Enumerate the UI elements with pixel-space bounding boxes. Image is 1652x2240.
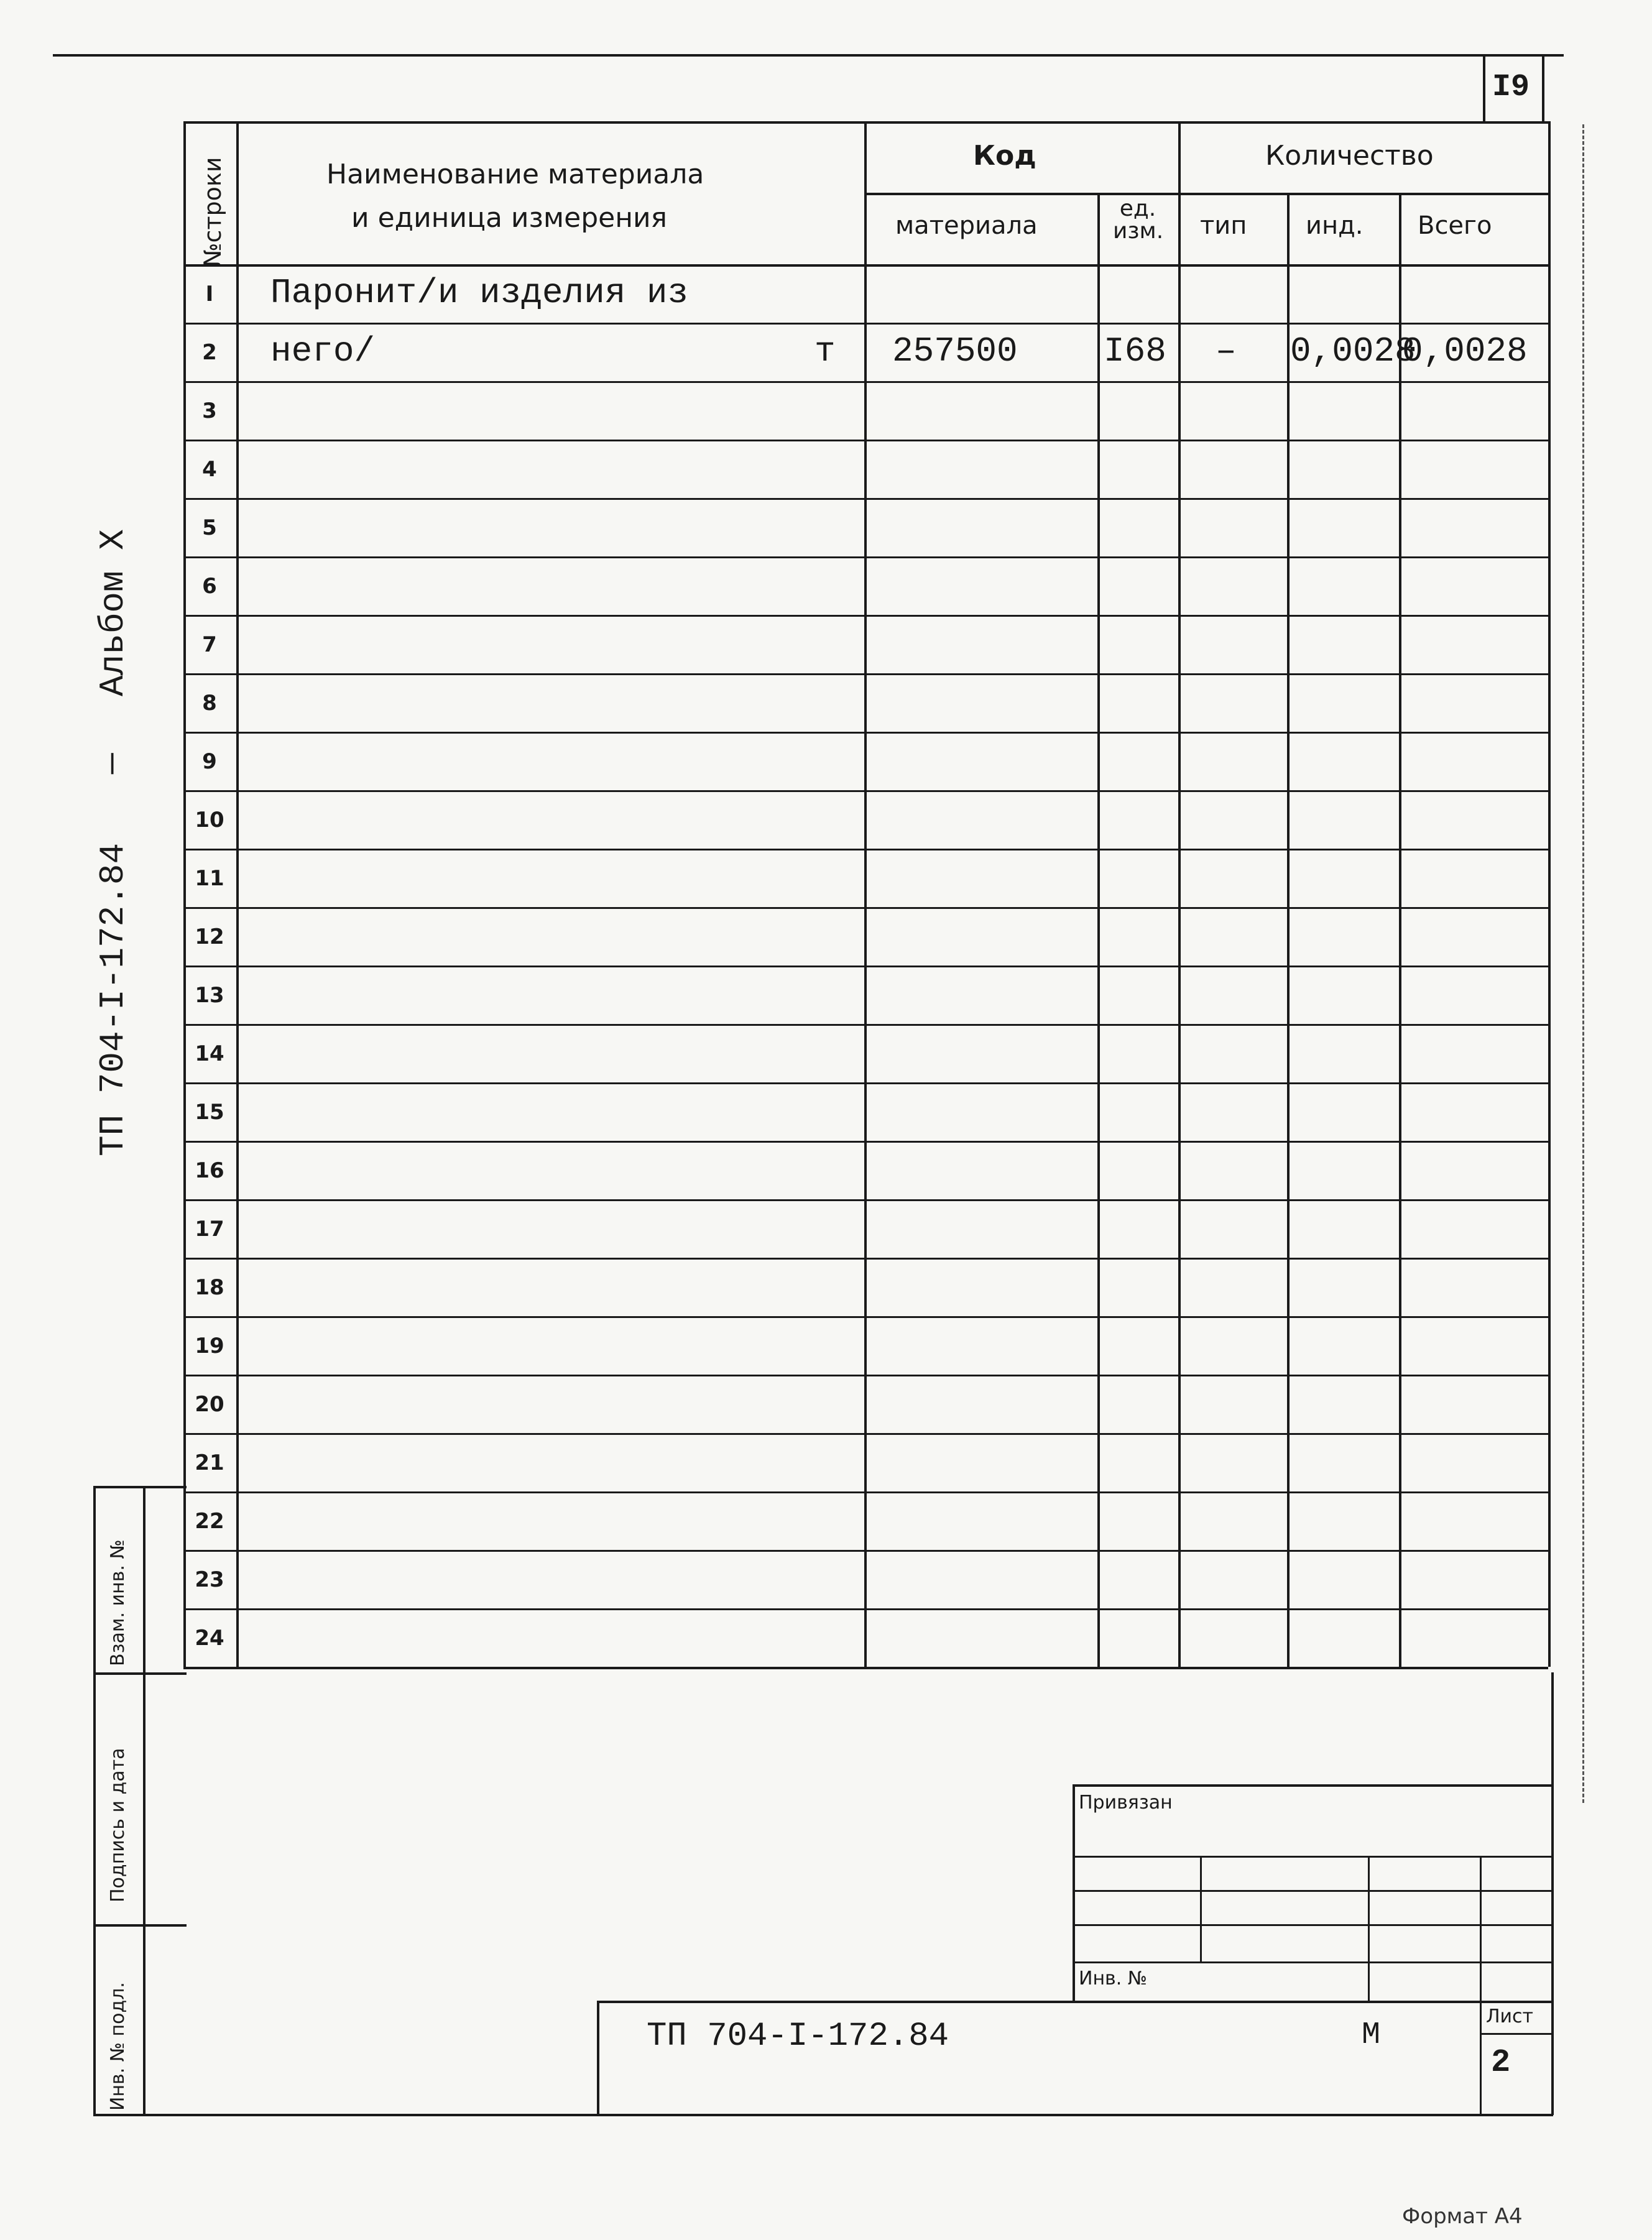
- row-name: него/: [270, 331, 376, 371]
- row-number: 4: [202, 457, 217, 482]
- row-number: 14: [195, 1041, 224, 1066]
- row-unit-code: I68: [1104, 331, 1166, 371]
- header-row-number: №строки: [199, 157, 226, 267]
- row-number: 15: [195, 1100, 224, 1125]
- table-right-border: [1548, 121, 1551, 1667]
- privyazan-left: [1073, 1784, 1075, 2002]
- sheet-label: Лист: [1486, 2006, 1534, 2027]
- privyazan-label: Привязан: [1079, 1792, 1173, 1814]
- stamp-inv-podl: Инв. № подл.: [107, 1982, 129, 2111]
- row-number: 22: [195, 1509, 224, 1534]
- row-number: 21: [195, 1450, 224, 1475]
- row-number: 20: [195, 1392, 224, 1417]
- col-line-type: [1287, 193, 1290, 1667]
- right-edge-dashes: [1582, 124, 1584, 1803]
- stamp-divider-2: [93, 1924, 187, 1927]
- stamp-column-mid: [143, 1486, 145, 2114]
- col-line-code: [1097, 193, 1100, 1667]
- row-number: 7: [202, 632, 217, 657]
- row-number: 23: [195, 1567, 224, 1592]
- sheet-divider: [1480, 2033, 1553, 2035]
- stamp-vzam-inv: Взам. инв. №: [107, 1539, 129, 1666]
- title-strip-top: [597, 2001, 1553, 2003]
- page-number-box-right: [1542, 54, 1544, 122]
- stamp-column-left: [93, 1486, 96, 2114]
- row-number: 17: [195, 1217, 224, 1242]
- row-material-code: 257500: [892, 331, 1018, 371]
- header-name-line1: Наименование материала: [326, 159, 704, 190]
- row-number: 11: [195, 866, 224, 891]
- row-number: 3: [202, 399, 217, 423]
- header-unit-code-line2: изм.: [1113, 218, 1164, 244]
- header-unit-code: [1113, 198, 1163, 242]
- row-unit: т: [814, 331, 836, 371]
- row-number: 16: [195, 1158, 224, 1183]
- top-border-line: [53, 54, 1564, 57]
- row-number: 18: [195, 1275, 224, 1300]
- header-name-line2: и единица измерения: [351, 202, 668, 234]
- header-split-line: [864, 193, 1548, 195]
- row-number: I: [205, 282, 214, 307]
- stamp-divider-1: [93, 1672, 187, 1675]
- page-number: I9: [1492, 70, 1530, 105]
- privyazan-col-3: [1480, 1856, 1482, 2114]
- row-line: [183, 1667, 1548, 1669]
- title-letter: М: [1362, 2017, 1381, 2053]
- side-dash: —: [92, 753, 132, 774]
- row-number: 6: [202, 574, 217, 599]
- row-number: 10: [195, 808, 224, 832]
- header-quantity: Количество: [1265, 140, 1434, 172]
- privyazan-top: [1073, 1784, 1553, 1787]
- row-number: 12: [195, 924, 224, 949]
- col-line-number: [236, 121, 239, 1667]
- header-qty-ind: инд.: [1306, 211, 1364, 240]
- privyazan-col-2: [1368, 1856, 1370, 2002]
- header-code-material: материала: [895, 211, 1038, 240]
- title-strip-left: [597, 2001, 599, 2115]
- row-number: 8: [202, 691, 217, 716]
- stamp-top: [93, 1486, 187, 1488]
- header-qty-type: тип: [1200, 211, 1247, 240]
- bottom-frame: [93, 2114, 1553, 2116]
- header-qty-total: Всего: [1418, 211, 1492, 240]
- row-name: Паронит/и изделия из: [270, 273, 689, 313]
- row-qty-total: 0,0028: [1402, 331, 1528, 371]
- right-frame-lower: [1551, 1672, 1554, 2115]
- table-left-border: [183, 121, 186, 1667]
- stamp-signature-date: Подпись и дата: [107, 1748, 129, 1902]
- row-number: 19: [195, 1334, 224, 1358]
- header-code: Код: [973, 140, 1036, 172]
- title-doc-code: ТП 704-I-172.84: [647, 2017, 949, 2055]
- col-line-ind: [1399, 193, 1401, 1667]
- col-line-unit: [1178, 121, 1181, 1667]
- album-label: Альбом X: [93, 529, 133, 696]
- row-number: 13: [195, 983, 224, 1008]
- side-doc-code: ТП 704-I-172.84: [93, 842, 133, 1156]
- header-unit-code-line1: ед.: [1119, 196, 1156, 221]
- privyazan-col-1: [1200, 1856, 1202, 1961]
- format-label: Формат А4: [1402, 2204, 1523, 2229]
- row-qty-ind: 0,0028: [1290, 331, 1416, 371]
- row-qty-type: –: [1216, 331, 1237, 371]
- inv-no-label: Инв. №: [1079, 1968, 1148, 1989]
- row-number: 5: [202, 515, 217, 540]
- col-line-name: [864, 121, 867, 1667]
- row-number: 24: [195, 1626, 224, 1651]
- page-number-box-left: [1483, 54, 1485, 122]
- row-number: 9: [202, 749, 217, 774]
- sheet-number: 2: [1491, 2044, 1511, 2081]
- row-number: 2: [202, 340, 217, 365]
